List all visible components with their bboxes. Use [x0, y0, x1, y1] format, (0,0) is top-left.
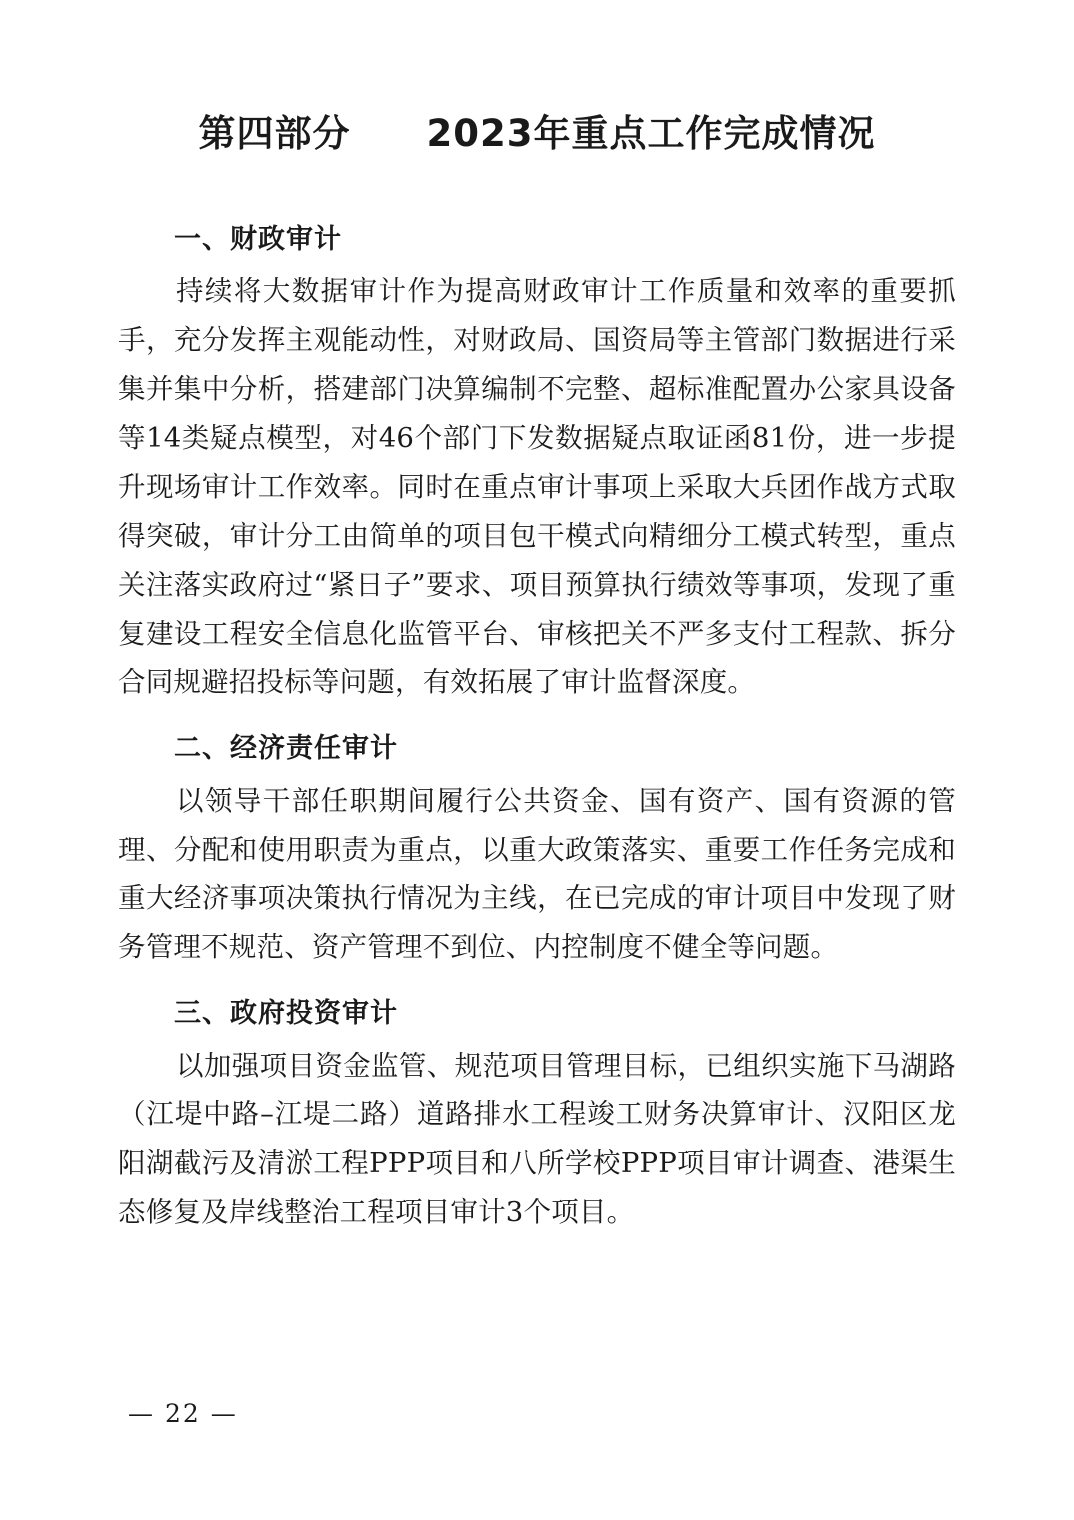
- section-government-investment-audit: [118, 992, 956, 1237]
- section-financial-audit: [118, 218, 956, 708]
- section-economic-responsibility-audit: [118, 727, 956, 972]
- section-paragraph: 以加强项目资金监管、规范项目管理目标，已组织实施下马湖路（江堤中路–江堤二路）道路排水工程竣工财务决算审计、汉阳区龙阳湖截污及清淤工程PPP项目和八所学校PPP项目审计调查、港渠生态修复及岸线整治工程项目审计3个项目。: [118, 1049, 956, 1229]
- page-title: 第四部分 2023年重点工作完成情况: [198, 112, 876, 155]
- section-heading: 二、经济责任审计: [174, 733, 398, 765]
- page-number: — 22 —: [128, 1399, 238, 1428]
- section-heading: 三、政府投资审计: [174, 998, 398, 1030]
- section-heading: 一、财政审计: [174, 223, 342, 255]
- section-paragraph: 持续将大数据审计作为提高财政审计工作质量和效率的重要抓手，充分发挥主观能动性，对财政局、国资局等主管部门数据进行采集并集中分析，搭建部门决算编制不完整、超标准配置办公家具设备等14类疑点模型，对46个部门下发数据疑点取证函81份，进一步提升现场审计工作效率。同时在重点审计事项上采取大兵团作战方式取得突破，审计分工由简单的项目包干模式向精细分工模式转型，重点关注落实政府过“紧日子”要求、项目预算执行绩效等事项，发现了重复建设工程安全信息化监管平台、审核把关不严多支付工程款、拆分合同规避招投标等问题，有效拓展了审计监督深度。: [118, 274, 956, 699]
- section-paragraph: 以领导干部任职期间履行公共资金、国有资产、国有资源的管理、分配和使用职责为重点，以重大政策落实、重要工作任务完成和重大经济事项决策执行情况为主线，在已完成的审计项目中发现了财务管理不规范、资产管理不到位、内控制度不健全等问题。: [118, 784, 956, 964]
